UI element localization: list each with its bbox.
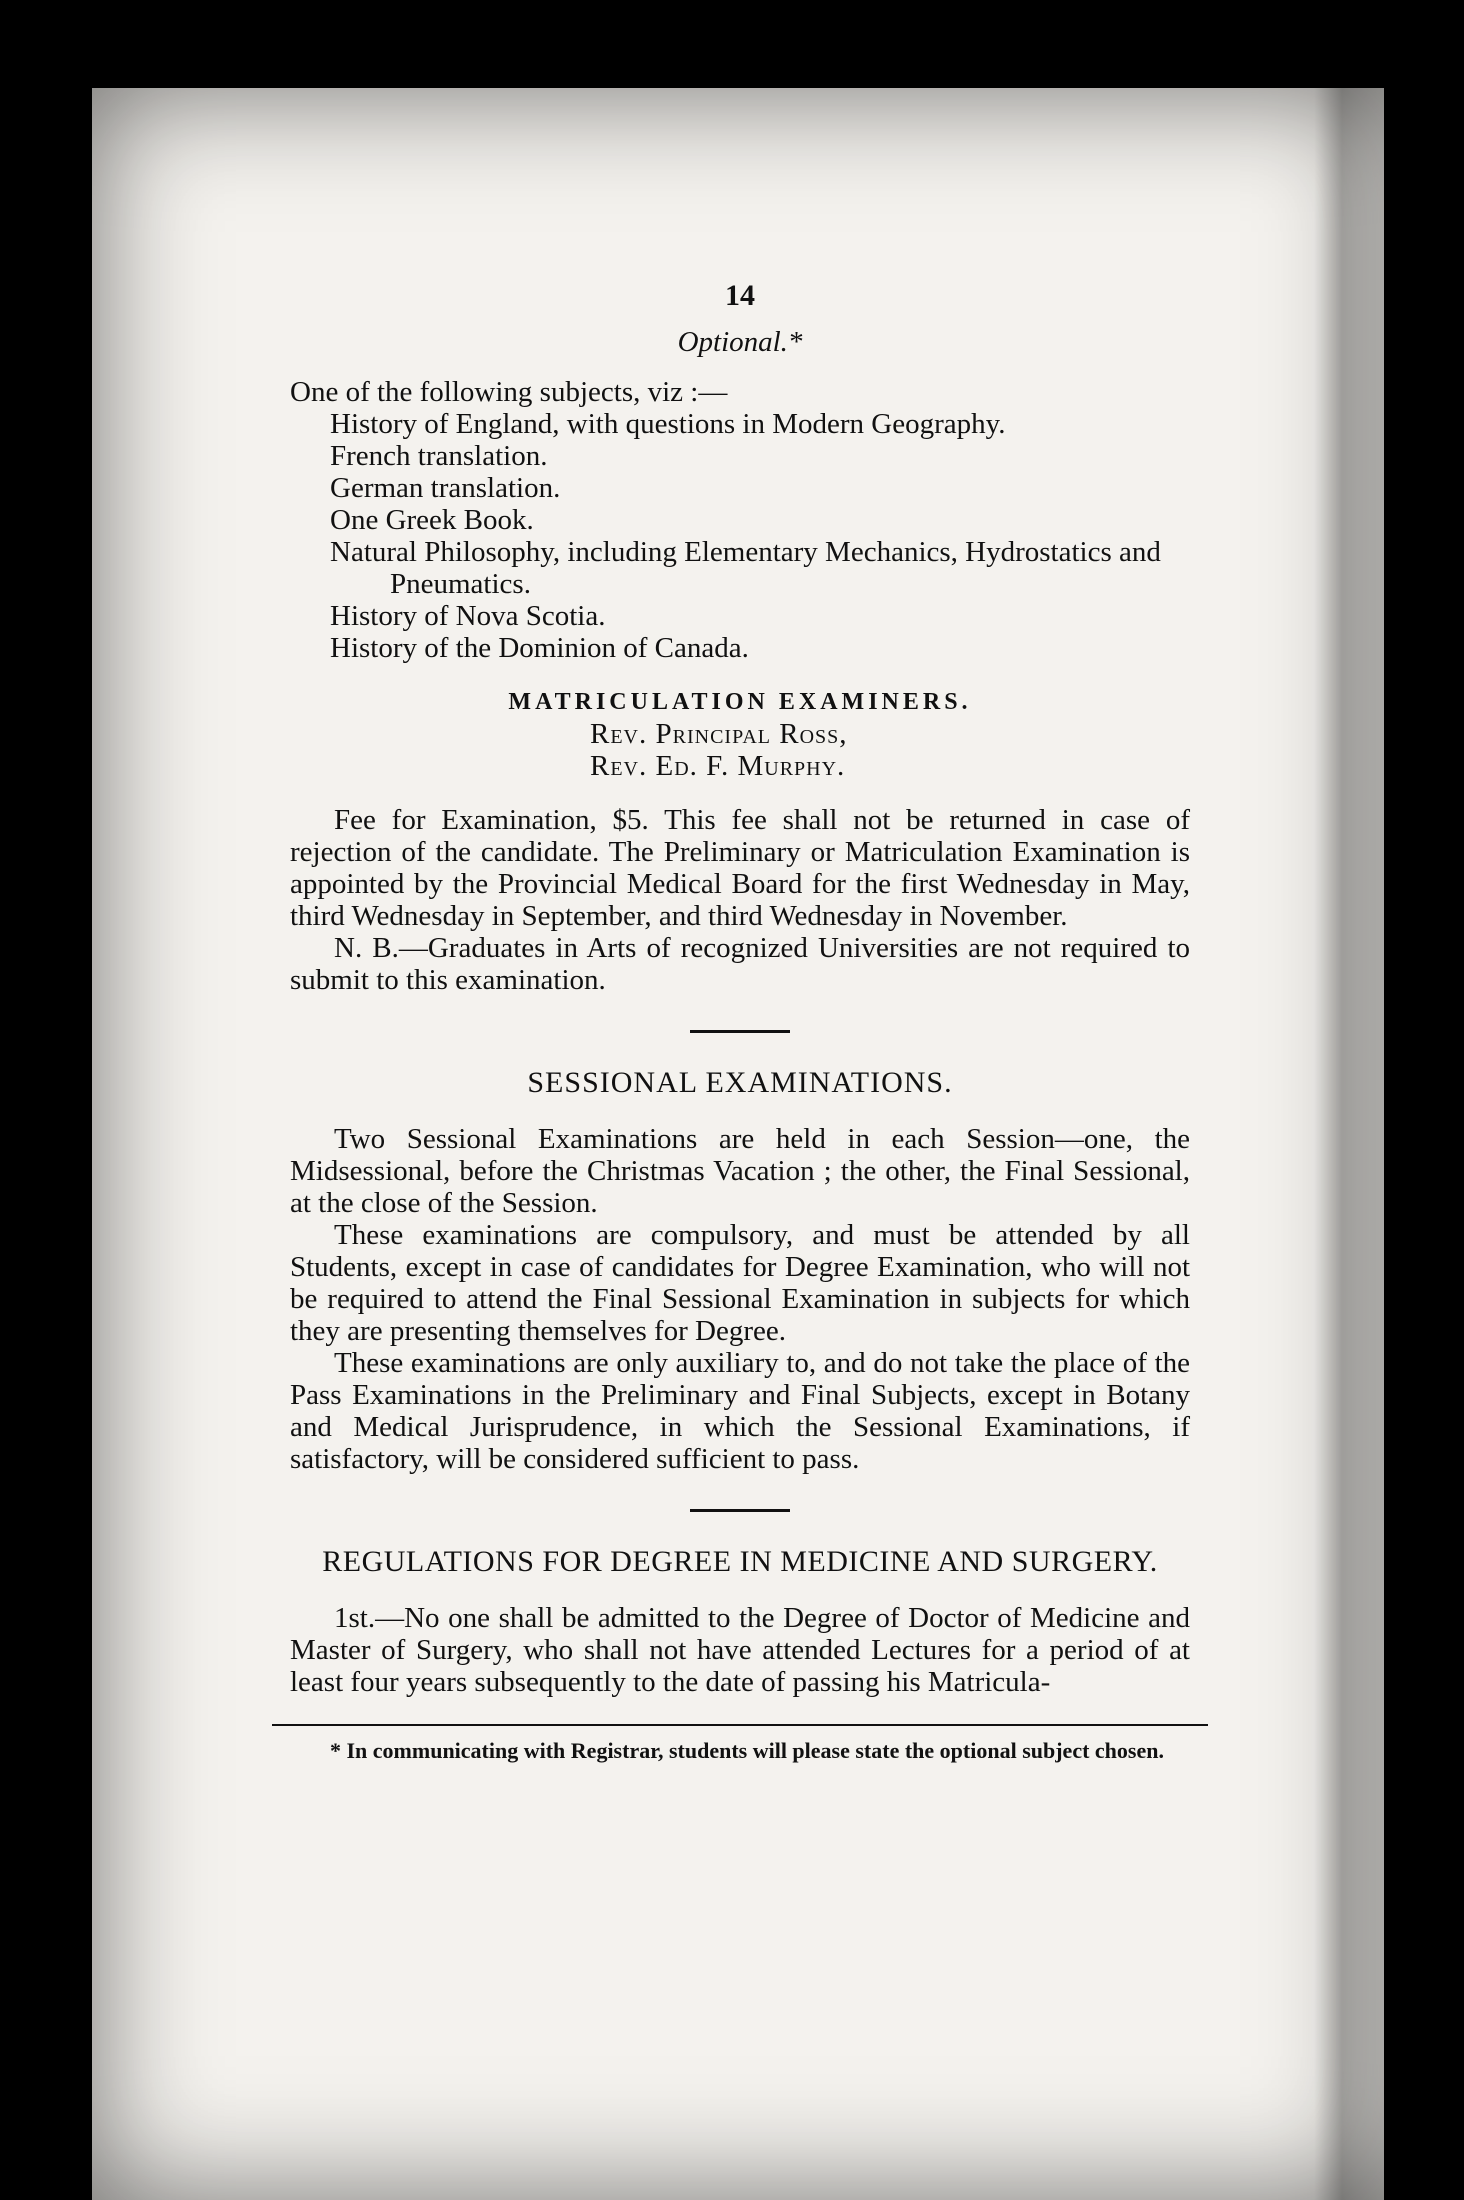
subjects-list — [330, 408, 1190, 664]
examiner-name: Rev. Ed. F. Murphy. — [590, 750, 846, 782]
page-number: 14 — [725, 279, 755, 312]
nb-paragraph: N. B.—Graduates in Arts of recognized Universities are not required to submit to this examination. — [290, 932, 1190, 996]
regulations-paragraph: 1st.—No one shall be admitted to the Degree of Doctor of Medicine and Master of Surgery, who shall not have attended Lectures for a period of at least four years subsequently to the date of passing his Matricula- — [290, 1602, 1190, 1698]
list-item: One Greek Book. — [330, 504, 534, 536]
regulations-heading: REGULATIONS FOR DEGREE IN MEDICINE AND SURGERY. — [322, 1545, 1158, 1578]
subjects-intro: One of the following subjects, viz :— — [290, 376, 728, 408]
list-item: French translation. — [330, 440, 548, 472]
footnote-divider — [272, 1724, 1208, 1726]
section-divider — [690, 1509, 790, 1512]
fee-paragraph: Fee for Examination, $5. This fee shall not be returned in case of rejection of the candidate. The Preliminary or Matriculation Examination is appointed by the Provincial Medical Board for the first Wednesday in May, third Wednesday in September, and third Wednesday in November. — [290, 804, 1190, 932]
page-content — [290, 280, 1190, 1764]
sessional-paragraph: These examinations are compulsory, and must be attended by all Students, except in case of candidates for Degree Examination, who will not be required to attend the Final Sessional Examination in subjects for which they are presenting themselves for Degree. — [290, 1219, 1190, 1347]
list-item: German translation. — [330, 472, 561, 504]
examiner-name: Rev. Principal Ross, — [590, 718, 848, 750]
list-item: History of the Dominion of Canada. — [330, 632, 749, 664]
sessional-paragraph: Two Sessional Examinations are held in each Session—one, the Midsessional, before the Christmas Vacation ; the other, the Final Sessional, at the close of the Session. — [290, 1123, 1190, 1219]
examiners-heading: MATRICULATION EXAMINERS. — [508, 689, 972, 715]
list-item: Natural Philosophy, including Elementary Mechanics, Hydrostatics and Pneumatics. — [330, 536, 1161, 600]
footnote: * In communicating with Registrar, students will please state the optional subject chosen. — [330, 1738, 1164, 1763]
page-spine-shadow — [1314, 88, 1384, 2200]
list-item: History of England, with questions in Modern Geography. — [330, 408, 1006, 440]
list-item: History of Nova Scotia. — [330, 600, 606, 632]
optional-heading: Optional.* — [677, 326, 803, 358]
sessional-paragraph: These examinations are only auxiliary to, and do not take the place of the Pass Examinations in the Preliminary and Final Subjects, except in Botany and Medical Jurisprudence, in which the Sessional Examinations, if satisfactory, will be considered sufficient to pass. — [290, 1347, 1190, 1475]
sessional-heading: SESSIONAL EXAMINATIONS. — [527, 1066, 953, 1099]
section-divider — [690, 1030, 790, 1033]
